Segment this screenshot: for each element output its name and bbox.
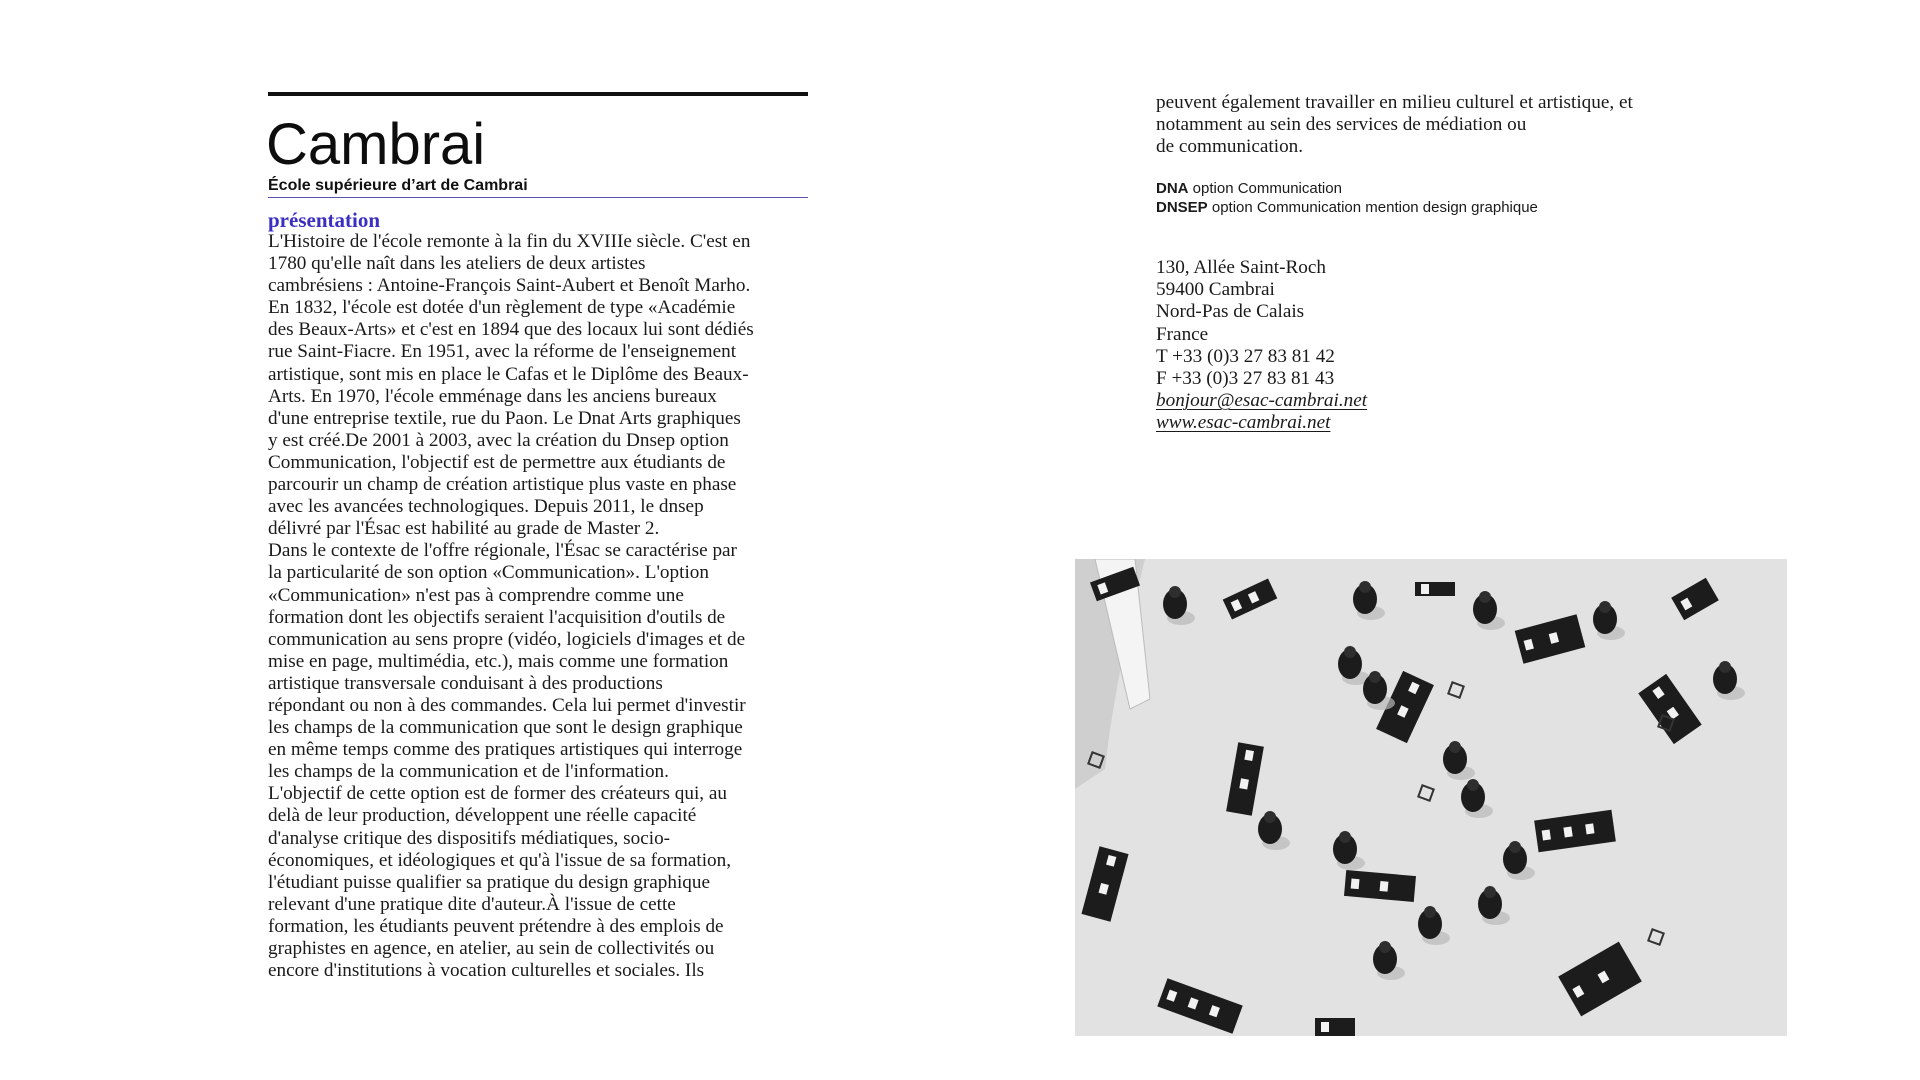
address-street: 130, Allée Saint-Roch — [1156, 257, 1326, 279]
degree-desc: option Communication mention design graphique — [1207, 199, 1538, 217]
photo-person-head — [1379, 941, 1391, 953]
photo-person-head — [1449, 741, 1461, 753]
photo-person-head — [1479, 591, 1491, 603]
top-rule — [268, 92, 808, 96]
photo-person-head — [1359, 581, 1371, 593]
email-link[interactable]: bonjour@esac-cambrai.net — [1156, 389, 1368, 411]
section-heading-presentation: présentation — [268, 208, 380, 232]
school-subtitle: École supérieure d’art de Cambrai — [268, 176, 808, 198]
photo-person-head — [1264, 811, 1276, 823]
degrees-list — [1156, 179, 1756, 217]
degree-abbr: DNA — [1156, 180, 1189, 198]
photo-person-head — [1484, 886, 1496, 898]
continued-text: peuvent également travailler en milieu culturel et artistique, et notamment au sein des services de médiation ou de communication. — [1156, 92, 1633, 158]
degree-desc: option Communication — [1188, 180, 1342, 198]
degree-item-dnsep — [1156, 198, 1756, 217]
degree-abbr: DNSEP — [1156, 199, 1208, 217]
exhibition-overhead-photo-icon — [1075, 559, 1787, 1036]
phone-number: T +33 (0)3 27 83 81 42 — [1156, 345, 1335, 367]
website-link[interactable]: www.esac-cambrai.net — [1156, 411, 1331, 433]
address-country: France — [1156, 323, 1209, 345]
photo-person-head — [1424, 906, 1436, 918]
presentation-text: L'Histoire de l'école remonte à la fin du XVIIIe siècle. C'est en 1780 qu'elle naît dans les ateliers de deux artistes cambrésiens : Antoine-François Saint-Aubert et Benoît Marho. En 1832, l'école est dotée d'un règlement de type «Académie des Beaux-Arts» et c'est en 1894 que des locaux lui sont dédiés rue Saint-Fiacre. En 1951, avec la réforme de l'enseignement artistique, sont mis en place le Cafas et le Diplôme des Beaux- Arts. En 1970, l'école emménage dans les anciens bureaux d'une entreprise textile, rue du Paon. Le Dnat Arts graphiques y est créé.De 2001 à 2003, avec la création du Dnsep option Communication, l'objectif est de permettre aux étudiants de parcourir un champ de création artistique plus vaste en phase avec les avancées technologiques. Depuis 2011, le dnsep délivré par l'Ésac est habilité au grade de Master 2. Dans le contexte de l'offre régionale, l'Ésac se caractérise par la particularité de son option «Communication». L'option «Communication» n'est pas à comprendre comme une formation dont les objectifs seraient l'acquisition d'outils de communication au sens propre (vidéo, logiciels d'images et de mise en page, multimédia, etc.), mais comme une formation artistique transversale conduisant à des productions répondant ou non à des commandes. Cela lui permet d'investir les champs de la communication que sont le design graphique en même temps comme des pratiques artistiques qui interroge les champs de la communication et de l'information. L'objectif de cette option est de former des créateurs qui, au delà de leur production, développent une réelle capacité d'analyse critique des dispositifs médiatiques, socio- économiques, et idéologiques et qu'à l'issue de sa formation, l'étudiant puisse qualifier sa pratique du design graphique relevant d'une pratique dite d'auteur.À l'issue de cette formation, les étudiants peuvent prétendre à des emplois de graphistes en agence, en atelier, au sein de collectivités ou encore d'institutions à vocation culturelles et sociales. Ils — [268, 231, 754, 982]
photo-person-head — [1599, 601, 1611, 613]
address-region: Nord-Pas de Calais — [1156, 301, 1305, 323]
page-title: Cambrai — [266, 112, 486, 177]
degree-item-dna — [1156, 179, 1756, 198]
left-column — [268, 92, 814, 982]
photo-person-head — [1339, 831, 1351, 843]
photo-person-head — [1719, 661, 1731, 673]
right-column — [1156, 92, 1756, 434]
photo-bench — [1315, 1018, 1355, 1036]
address-city: 59400 Cambrai — [1156, 279, 1275, 301]
photo-person-head — [1509, 841, 1521, 853]
photo-person-head — [1169, 586, 1181, 598]
photo-person-head — [1344, 646, 1356, 658]
contact-address — [1156, 257, 1756, 434]
photo-person-head — [1467, 779, 1479, 791]
exhibition-photo — [1075, 559, 1787, 1036]
fax-number: F +33 (0)3 27 83 81 43 — [1156, 367, 1335, 389]
photo-bench — [1415, 582, 1455, 596]
photo-person-head — [1369, 671, 1381, 683]
